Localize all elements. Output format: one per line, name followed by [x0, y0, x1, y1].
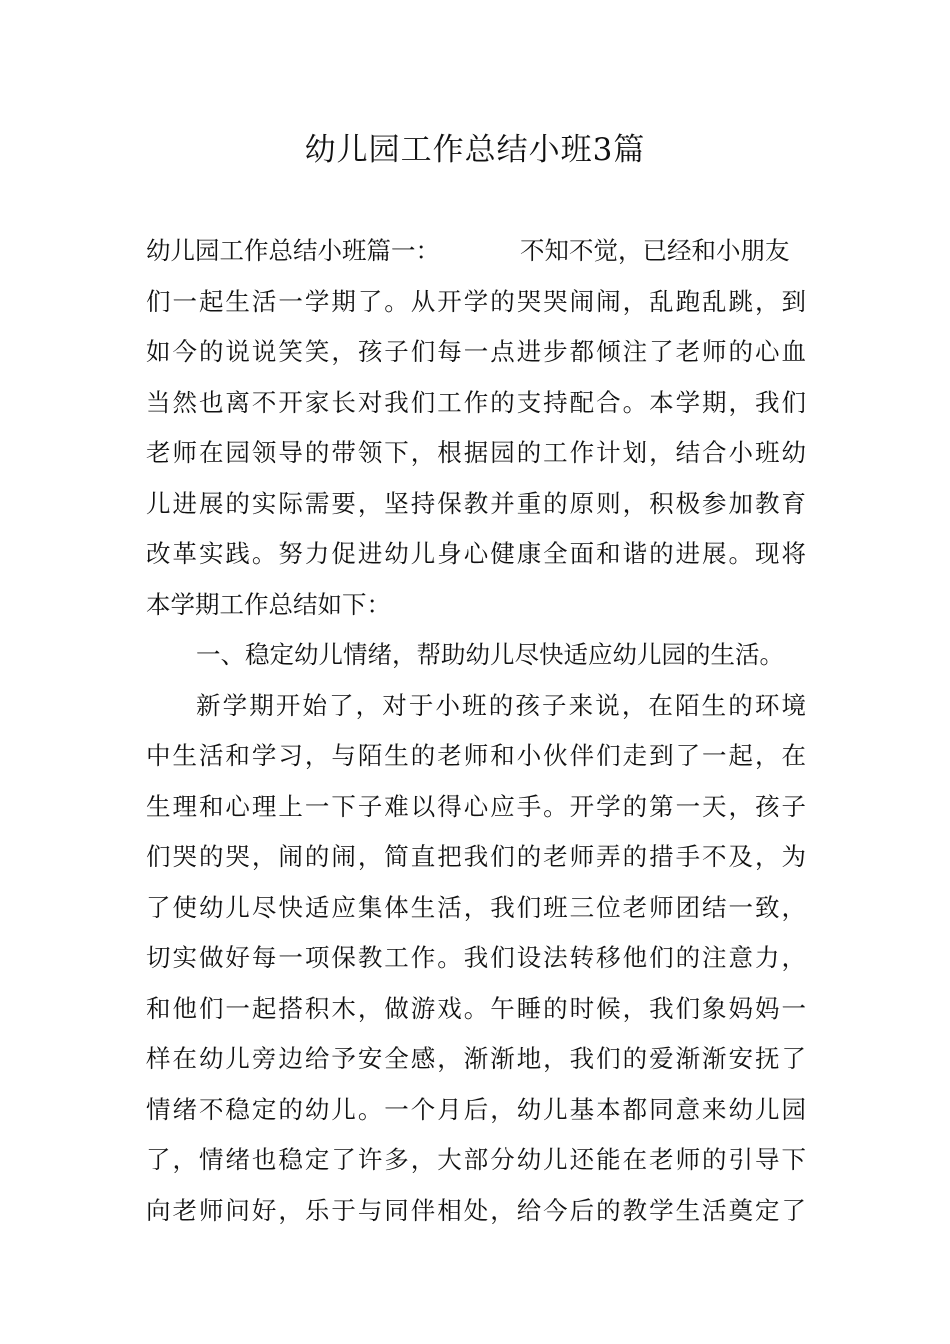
paragraph-1-line-2: 们一起生活一学期了。从开学的哭哭闹闹，乱跑乱跳，到 [146, 286, 806, 316]
paragraph-2-line-6: 切实做好每一项保教工作。我们设法转移他们的注意力， [146, 943, 806, 972]
paragraph-2-line-4: 们哭的哭，闹的闹，简直把我们的老师弄的措手不及，为 [146, 842, 806, 871]
paragraph-1-line-8: 本学期工作总结如下： [146, 589, 391, 619]
paragraph-1-line-3: 如今的说说笑笑，孩子们每一点进步都倾注了老师的心血 [146, 337, 806, 366]
paragraph-2-line-11: 向老师问好，乐于与同伴相处，给今后的教学生活奠定了 [146, 1195, 806, 1225]
paragraph-2-line-1: 新学期开始了，对于小班的孩子来说，在陌生的环境 [196, 690, 806, 720]
paragraph-1-heading: 幼儿园工作总结小班篇一： [146, 236, 440, 265]
paragraph-2-line-10: 了，情绪也稳定了许多，大部分幼儿还能在老师的引导下 [146, 1145, 806, 1174]
paragraph-2-line-3: 生理和心理上一下子难以得心应手。开学的第一天，孩子 [146, 791, 806, 821]
paragraph-1-line-4: 当然也离不开家长对我们工作的支持配合。本学期，我们 [146, 387, 806, 417]
paragraph-1-line-5: 老师在园领导的带领下，根据园的工作计划，结合小班幼 [146, 438, 806, 467]
paragraph-1-line-6: 儿进展的实际需要，坚持保教并重的原则，积极参加教育 [146, 488, 806, 518]
paragraph-1-line-1 [146, 226, 806, 277]
paragraph-2-line-5: 了使幼儿尽快适应集体生活，我们班三位老师团结一致， [146, 892, 806, 922]
section-1-heading: 一、稳定幼儿情绪，帮助幼儿尽快适应幼儿园的生活。 [196, 640, 784, 669]
paragraph-1-line-7: 改革实践。努力促进幼儿身心健康全面和谐的进展。现将 [146, 539, 806, 568]
paragraph-2-line-9: 情绪不稳定的幼儿。一个月后，幼儿基本都同意来幼儿园 [146, 1094, 806, 1124]
document-body [146, 226, 806, 1236]
paragraph-2-line-7: 和他们一起搭积木，做游戏。午睡的时候，我们象妈妈一 [146, 993, 806, 1023]
document-title: 幼儿园工作总结小班3篇 [304, 132, 646, 168]
paragraph-2-line-2: 中生活和学习，与陌生的老师和小伙伴们走到了一起，在 [146, 741, 806, 770]
paragraph-2-line-8: 样在幼儿旁边给予安全感，渐渐地，我们的爱渐渐安抚了 [146, 1044, 806, 1073]
paragraph-1-text: 不知不觉，已经和小朋友 [520, 236, 790, 265]
